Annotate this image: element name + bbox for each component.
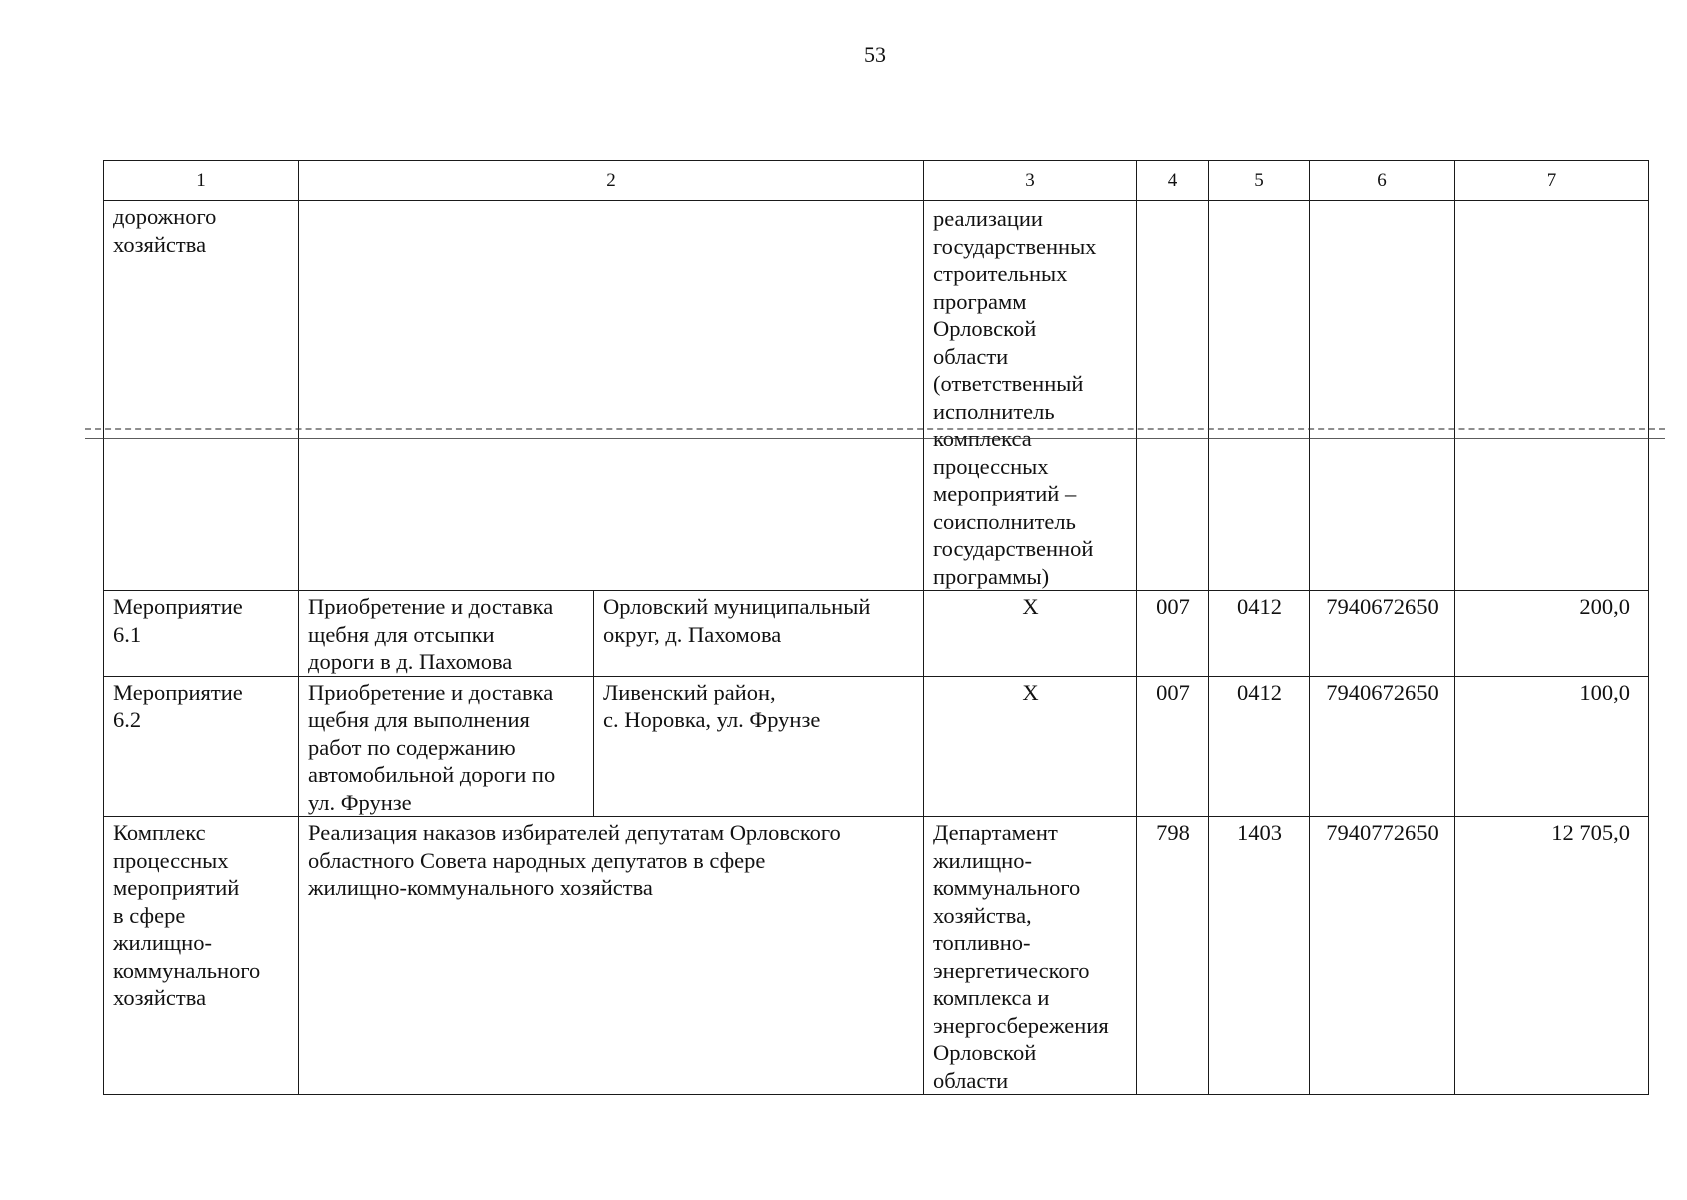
text-line: области bbox=[933, 1067, 1009, 1093]
text-line: щебня для отсыпки bbox=[308, 621, 495, 647]
text-line: округ, д. Пахомова bbox=[603, 621, 782, 647]
text-line: процессных bbox=[113, 847, 229, 873]
text-line: ул. Фрунзе bbox=[308, 789, 412, 815]
text-line: процессных bbox=[933, 453, 1049, 479]
row-amount: 200,0 bbox=[1455, 591, 1649, 677]
scan-artifact-line bbox=[85, 438, 1665, 439]
complex-description bbox=[299, 817, 924, 1095]
text-line: хозяйства, bbox=[933, 902, 1032, 928]
header-cell-7: 7 bbox=[1455, 161, 1649, 201]
text-line: жилищно- bbox=[113, 930, 212, 955]
text-line: коммунального bbox=[113, 957, 261, 983]
continuation-row bbox=[104, 201, 1649, 591]
header-cell-2: 2 bbox=[299, 161, 924, 201]
header-cell-1: 1 bbox=[104, 161, 299, 201]
text-line: энергосбережения bbox=[933, 1012, 1109, 1038]
row-code-6: 7940672650 bbox=[1310, 676, 1455, 817]
row-label bbox=[104, 676, 299, 817]
text-line: области bbox=[933, 343, 1009, 369]
text-line: Ливенский район, bbox=[603, 679, 776, 705]
text-line: Орловской bbox=[933, 316, 1037, 341]
complex-code-6: 7940772650 bbox=[1310, 817, 1455, 1095]
complex-amount: 12 705,0 bbox=[1455, 817, 1649, 1095]
table-row bbox=[104, 817, 1649, 1095]
text-line: Орловской bbox=[933, 1040, 1037, 1065]
row-label bbox=[104, 591, 299, 677]
text-line: жилищно- bbox=[933, 847, 1032, 873]
row-description bbox=[299, 676, 594, 817]
text-line: Департамент bbox=[933, 820, 1058, 845]
text-line: коммунального bbox=[933, 875, 1081, 900]
row-code-5: 0412 bbox=[1209, 591, 1310, 677]
row-executor: Х bbox=[924, 591, 1137, 677]
scan-artifact-line bbox=[85, 428, 1665, 430]
text-line: комплекса и bbox=[933, 985, 1050, 1010]
header-cell-4: 4 bbox=[1137, 161, 1209, 201]
budget-table bbox=[103, 160, 1649, 1095]
text-line: хозяйства bbox=[113, 985, 207, 1010]
text-line: мероприятий bbox=[113, 875, 240, 900]
continuation-col2 bbox=[299, 201, 924, 591]
text-line: 6.2 bbox=[113, 707, 142, 732]
text-line: щебня для выполнения bbox=[308, 707, 530, 732]
row-location bbox=[594, 676, 924, 817]
text-line: комплекса bbox=[933, 426, 1032, 451]
text-line: Мероприятие bbox=[113, 679, 243, 705]
row-location bbox=[594, 591, 924, 677]
text-line: мероприятий – bbox=[933, 481, 1077, 506]
continuation-col7 bbox=[1455, 201, 1649, 591]
text-line: Приобретение и доставка bbox=[308, 679, 554, 705]
complex-code-4: 798 bbox=[1137, 817, 1209, 1095]
text-line: энергетического bbox=[933, 957, 1090, 983]
text-line: реализации bbox=[933, 206, 1043, 231]
continuation-col4 bbox=[1137, 201, 1209, 591]
text-line: жилищно-коммунального хозяйства bbox=[308, 875, 653, 900]
text-line: Мероприятие bbox=[113, 594, 243, 619]
row-code-4: 007 bbox=[1137, 676, 1209, 817]
text-line: автомобильной дороги по bbox=[308, 762, 556, 787]
text-line: областного Совета народных депутатов в сфере bbox=[308, 847, 766, 873]
text-line: исполнитель bbox=[933, 398, 1055, 424]
row-code-6: 7940672650 bbox=[1310, 591, 1455, 677]
complex-executor bbox=[924, 817, 1137, 1095]
complex-code-5: 1403 bbox=[1209, 817, 1310, 1095]
text-line: Реализация наказов избирателей депутатам Орловского bbox=[308, 820, 841, 845]
text-line: государственной bbox=[933, 536, 1094, 561]
header-cell-6: 6 bbox=[1310, 161, 1455, 201]
continuation-col6 bbox=[1310, 201, 1455, 591]
text-line: соисполнитель bbox=[933, 508, 1076, 534]
row-code-4: 007 bbox=[1137, 591, 1209, 677]
text-line: Приобретение и доставка bbox=[308, 594, 554, 619]
text-line: строительных bbox=[933, 261, 1068, 286]
table-row bbox=[104, 591, 1649, 677]
text-line: дороги в д. Пахомова bbox=[308, 649, 513, 674]
text-line: с. Норовка, ул. Фрунзе bbox=[603, 707, 821, 732]
complex-label bbox=[104, 817, 299, 1095]
text-line: государственных bbox=[933, 233, 1097, 259]
row-executor: Х bbox=[924, 676, 1137, 817]
text-line: Комплекс bbox=[113, 820, 206, 845]
header-cell-5: 5 bbox=[1209, 161, 1310, 201]
text-line: 6.1 bbox=[113, 621, 142, 647]
text-line: (ответственный bbox=[933, 371, 1084, 396]
header-cell-3: 3 bbox=[924, 161, 1137, 201]
header-row bbox=[104, 161, 1649, 201]
text-line: программ bbox=[933, 288, 1027, 314]
text-line: дорожного bbox=[113, 204, 217, 229]
row-description bbox=[299, 591, 594, 677]
text-line: топливно- bbox=[933, 930, 1031, 955]
text-line: работ по содержанию bbox=[308, 734, 516, 760]
text-line: Орловский муниципальный bbox=[603, 594, 871, 619]
text-line: программы) bbox=[933, 563, 1050, 589]
row-amount: 100,0 bbox=[1455, 676, 1649, 817]
text-line: хозяйства bbox=[113, 231, 207, 257]
continuation-col1 bbox=[104, 201, 299, 591]
text-line: в сфере bbox=[113, 902, 186, 928]
page-number: 53 bbox=[864, 42, 886, 67]
continuation-col3 bbox=[924, 201, 1137, 591]
row-code-5: 0412 bbox=[1209, 676, 1310, 817]
table-row bbox=[104, 676, 1649, 817]
continuation-col5 bbox=[1209, 201, 1310, 591]
